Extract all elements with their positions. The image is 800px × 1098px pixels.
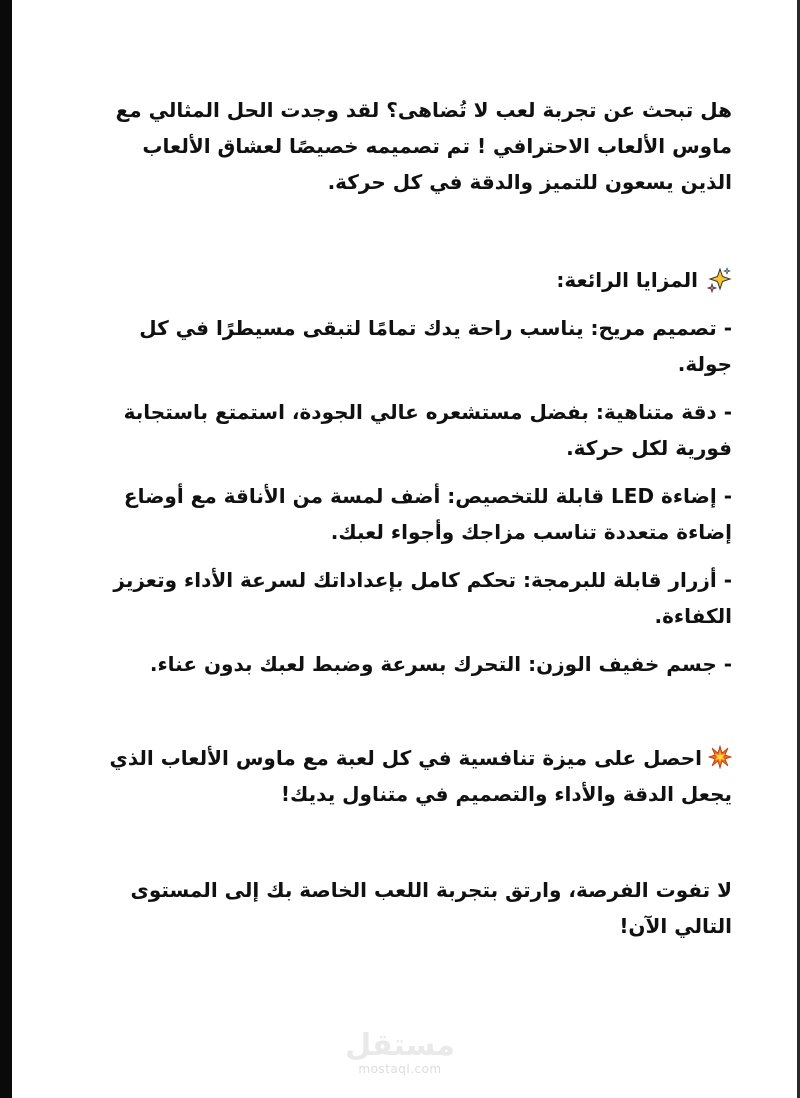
features-heading-text: المزايا الرائعة:	[556, 268, 698, 292]
feature-item: - دقة متناهية: بفضل مستشعره عالي الجودة، استمتع باستجابة فورية لكل حركة.	[123, 400, 732, 460]
features-heading	[100, 262, 732, 298]
watermark-brand: مستقل	[345, 1028, 455, 1063]
watermark-domain: mostaql.com	[358, 1062, 442, 1076]
feature-item: - إضاءة LED قابلة للتخصيص: أضف لمسة من الأناقة مع أوضاع إضاءة متعددة تناسب مزاجك وأجواء لعبك.	[123, 484, 732, 544]
features-list	[100, 310, 732, 682]
collision-icon	[708, 745, 732, 769]
feature-item: - تصميم مريح: يناسب راحة يدك تمامًا لتبقى مسيطرًا في كل جولة.	[139, 316, 732, 376]
closing-paragraph: لا تفوت الفرصة، وارتق بتجربة اللعب الخاصة بك إلى المستوى التالي الآن!	[130, 878, 732, 938]
document-page	[100, 92, 732, 944]
left-frame-edge	[0, 0, 12, 1098]
sparkles-icon	[706, 267, 732, 293]
intro-paragraph: هل تبحث عن تجربة لعب لا تُضاهى؟ لقد وجدت الحل المثالي مع ماوس الألعاب الاحترافي ! تم تصميمه خصيصًا لعشاق الألعاب الذين يسعون للتميز والدقة في كل حركة.	[115, 98, 732, 194]
cta-paragraph	[100, 740, 732, 812]
feature-item: - أزرار قابلة للبرمجة: تحكم كامل بإعداداتك لسرعة الأداء وتعزيز الكفاءة.	[113, 568, 732, 628]
cta-text: احصل على ميزة تنافسية في كل لعبة مع ماوس الألعاب الذي يجعل الدقة والأداء والتصميم في متناول يديك!	[109, 746, 732, 806]
watermark	[340, 1030, 460, 1076]
feature-item: - جسم خفيف الوزن: التحرك بسرعة وضبط لعبك بدون عناء.	[149, 652, 732, 676]
